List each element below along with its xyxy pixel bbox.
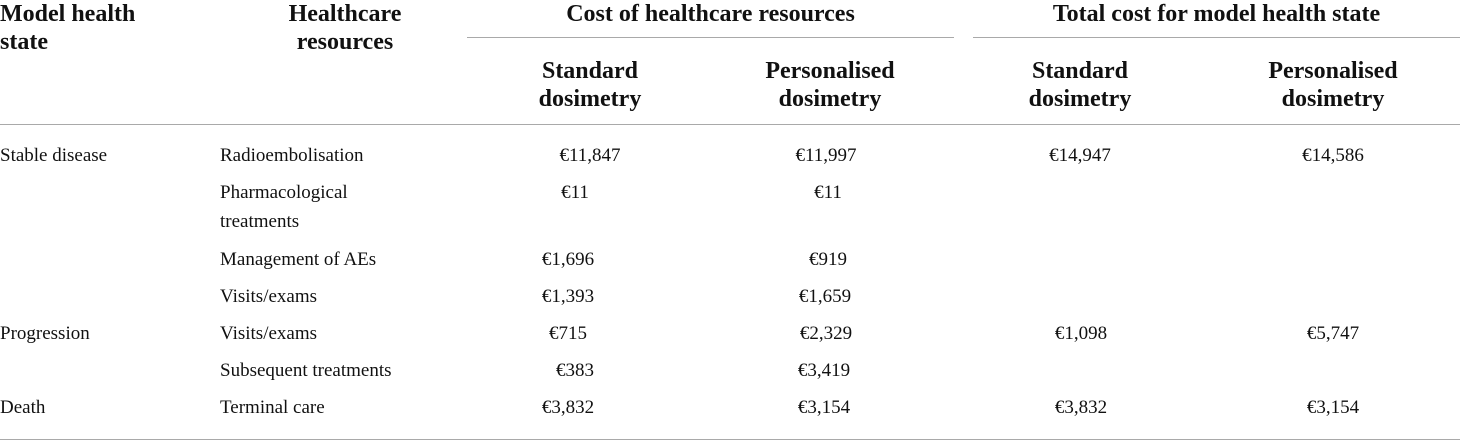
cell-total-personalised: €14,586 [1302,145,1364,166]
cell-cost-standard: €1,696 [541,249,595,270]
cell-cost-standard: €3,832 [541,397,595,418]
subheader-cost-personalised: Personalised dosimetry [765,58,895,112]
cell-resource: Terminal care [220,397,325,418]
cell-total-standard: €14,947 [1049,145,1111,166]
cell-resource: Visits/exams [220,286,318,307]
cell-cost-personalised: €919 [809,249,847,270]
cell-resource: Management of AEs [220,249,377,270]
cell-state: Death [0,397,46,418]
header-total-group: Total cost for model health state [1052,1,1381,27]
cell-cost-standard: €11 [561,182,589,203]
cell-state: Stable disease [0,145,108,166]
group-underline-cost [467,37,954,38]
cell-cost-standard: €1,393 [541,286,595,307]
cell-resource: Radioembolisation [220,145,364,166]
cell-cost-personalised: €3,419 [797,360,851,381]
subheader-total-personalised: Personalised dosimetry [1268,58,1398,112]
cell-total-personalised: €3,154 [1306,397,1360,418]
cell-resource: Subsequent treatments [220,360,392,381]
cell-cost-personalised: €11,997 [795,145,857,166]
cell-cost-standard: €715 [549,323,587,344]
cell-cost-personalised: €3,154 [797,397,851,418]
header-cost-group: Cost of healthcare resources [566,1,855,27]
group-underline-total [973,37,1460,38]
subheader-total-standard: Standard dosimetry [1028,58,1132,112]
cell-cost-standard: €383 [556,360,594,381]
subheader-cost-standard: Standard dosimetry [538,58,642,112]
cell-total-standard: €1,098 [1054,323,1108,344]
cell-resource: Pharmacological treatments [220,182,348,232]
table-bottom-rule [0,439,1460,440]
cell-state: Progression [0,323,90,344]
header-healthcare-resources: Healthcare resources [288,1,402,55]
cell-cost-standard: €11,847 [559,145,621,166]
cell-cost-personalised: €2,329 [799,323,853,344]
header-bottom-rule [0,124,1460,125]
cell-total-personalised: €5,747 [1306,323,1360,344]
header-model-health-state: Model health state [0,1,136,55]
cell-resource: Visits/exams [220,323,318,344]
cell-cost-personalised: €11 [814,182,842,203]
cell-cost-personalised: €1,659 [798,286,852,307]
cell-total-standard: €3,832 [1054,397,1108,418]
